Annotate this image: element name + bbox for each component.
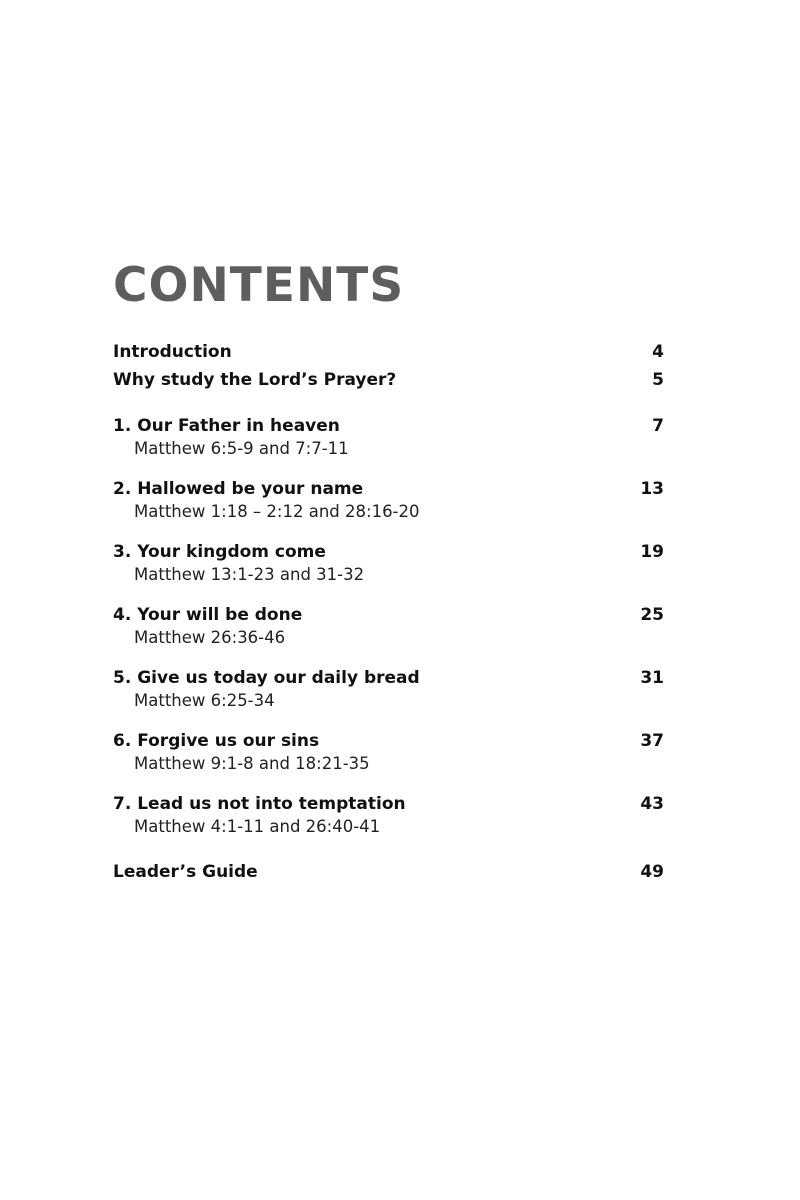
toc-entry-label: 2. Hallowed be your name	[113, 479, 364, 499]
toc-entry-label: Leader’s Guide	[113, 862, 258, 882]
toc-entry-passage: Matthew 9:1-8 and 18:21-35	[134, 754, 370, 773]
toc-entry-label: 1. Our Father in heaven	[113, 416, 340, 436]
toc-entry-label: 7. Lead us not into temptation	[113, 794, 406, 814]
toc-entry-why-study	[113, 368, 664, 392]
toc-entry-passage: Matthew 13:1-23 and 31-32	[134, 565, 365, 584]
toc-entry-chapter-1	[113, 414, 664, 460]
toc-entry-label: 5. Give us today our daily bread	[113, 668, 420, 688]
toc-entry-label: 6. Forgive us our sins	[113, 731, 320, 751]
toc-entry-passage: Matthew 1:18 – 2:12 and 28:16-20	[134, 502, 420, 521]
toc-page-number: 13	[640, 479, 664, 499]
toc-entry-chapter-2	[113, 477, 664, 523]
toc-entry-chapter-6	[113, 729, 664, 775]
toc-entry-passage: Matthew 6:5-9 and 7:7-11	[134, 439, 349, 458]
page-title: CONTENTS	[113, 258, 405, 313]
toc-page-number: 49	[640, 862, 664, 882]
toc-page-number: 43	[640, 794, 664, 814]
toc-entry-chapter-5	[113, 666, 664, 712]
toc-entry-passage: Matthew 6:25-34	[134, 691, 275, 710]
toc-entry-label: Introduction	[113, 342, 232, 362]
toc-entry-chapter-7	[113, 792, 664, 838]
toc-page-number: 7	[652, 416, 664, 436]
toc-entry-label: 3. Your kingdom come	[113, 542, 326, 562]
toc-entry-passage: Matthew 4:1-11 and 26:40-41	[134, 817, 381, 836]
toc-page-number: 19	[640, 542, 664, 562]
toc-entry-label: Why study the Lord’s Prayer?	[113, 370, 397, 390]
toc-page-number: 4	[652, 342, 664, 362]
toc-page-number: 25	[640, 605, 664, 625]
toc-entry-chapter-4	[113, 603, 664, 649]
toc-entry-passage: Matthew 26:36-46	[134, 628, 286, 647]
toc-page-number: 37	[640, 731, 664, 751]
toc-page-number: 5	[652, 370, 664, 390]
toc-entry-chapter-3	[113, 540, 664, 586]
toc-entry-introduction	[113, 340, 664, 364]
toc-entry-leaders-guide	[113, 860, 664, 884]
toc-page-number: 31	[640, 668, 664, 688]
toc-entry-label: 4. Your will be done	[113, 605, 303, 625]
table-of-contents	[113, 340, 664, 884]
